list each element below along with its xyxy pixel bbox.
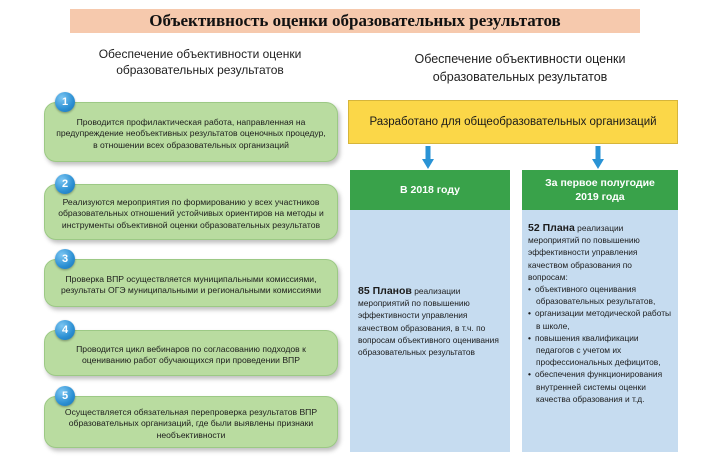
banner: Разработано для общеобразовательных организаций: [348, 100, 678, 144]
list-item: • организации методической работы в школе,: [528, 308, 672, 331]
step-box-3: [44, 259, 338, 307]
column-header-2019: За первое полугодие 2019 года: [522, 170, 678, 210]
step-number-3: 3: [55, 249, 75, 269]
plans-text-2019: реализации мероприятий по повышению эффективности управления качеством образования по вопросам:: [528, 223, 640, 282]
bullet-icon: •: [528, 308, 531, 319]
step-box-4: [44, 330, 338, 376]
column-body-2019: [522, 210, 678, 452]
step-text: Проводится профилактическая работа, направленная на предупреждение необъективных результатов оценочных процедур, в отношении всех образовательных организаций: [56, 116, 326, 150]
step-text: Проверка ВПР осуществляется муниципальными комиссиями, результаты ОГЭ муниципальными и региональными комиссиями: [60, 273, 322, 295]
plans-text-2018: реализации мероприятий по повышению эффективности управления качеством образования, в т.ч. по вопросам объективного оценивания образовательных результатов: [358, 286, 499, 358]
plans-count-2018: 85 Планов: [358, 285, 412, 297]
step-text: Реализуются мероприятия по формированию у всех участников образовательных отношений устойчивых ориентиров на методы и инструменты объективной оценки образовательных результатов: [58, 196, 324, 230]
step-text: Проводится цикл вебинаров по согласованию подходов к оцениванию работ обучающихся при проведении ВПР: [76, 343, 306, 365]
step-number-2: 2: [55, 174, 75, 194]
step-number-4: 4: [55, 320, 75, 340]
right-heading: Обеспечение объективности оценки образовательных результатов: [414, 52, 626, 84]
bullet-icon: •: [528, 332, 531, 343]
arrow-down-icon: [592, 146, 604, 170]
column-body-2018: [350, 210, 510, 452]
bullet-icon: •: [528, 284, 531, 295]
list-item: • повышения квалификации педагогов с учетом их профессиональных дефицитов,: [528, 332, 661, 368]
step-text: Осуществляется обязательная перепроверка результатов ВПР образовательных организаций, где были выявлены признаки необъективности: [64, 406, 318, 440]
step-box-2: [44, 184, 338, 240]
left-heading: Обеспечение объективности оценки образовательных результатов: [98, 47, 302, 77]
step-box-1: [44, 102, 338, 162]
arrow-down-icon: [422, 146, 434, 170]
topics-list: [528, 283, 672, 405]
step-number-5: 5: [55, 386, 75, 406]
list-item: • обеспечения функционирования внутренней системы оценки качества образования и т.д.: [528, 369, 663, 404]
list-item: • объективного оценивания образовательных результатов,: [528, 284, 656, 307]
plans-intro-2019: [528, 222, 672, 283]
plans-count-2019: 52 Плана: [528, 222, 575, 234]
page-title: Объективность оценки образовательных результатов: [70, 9, 640, 33]
bullet-icon: •: [528, 369, 531, 380]
step-box-5: [44, 396, 338, 448]
step-number-1: 1: [55, 92, 75, 112]
column-header-2018: В 2018 году: [350, 170, 510, 210]
